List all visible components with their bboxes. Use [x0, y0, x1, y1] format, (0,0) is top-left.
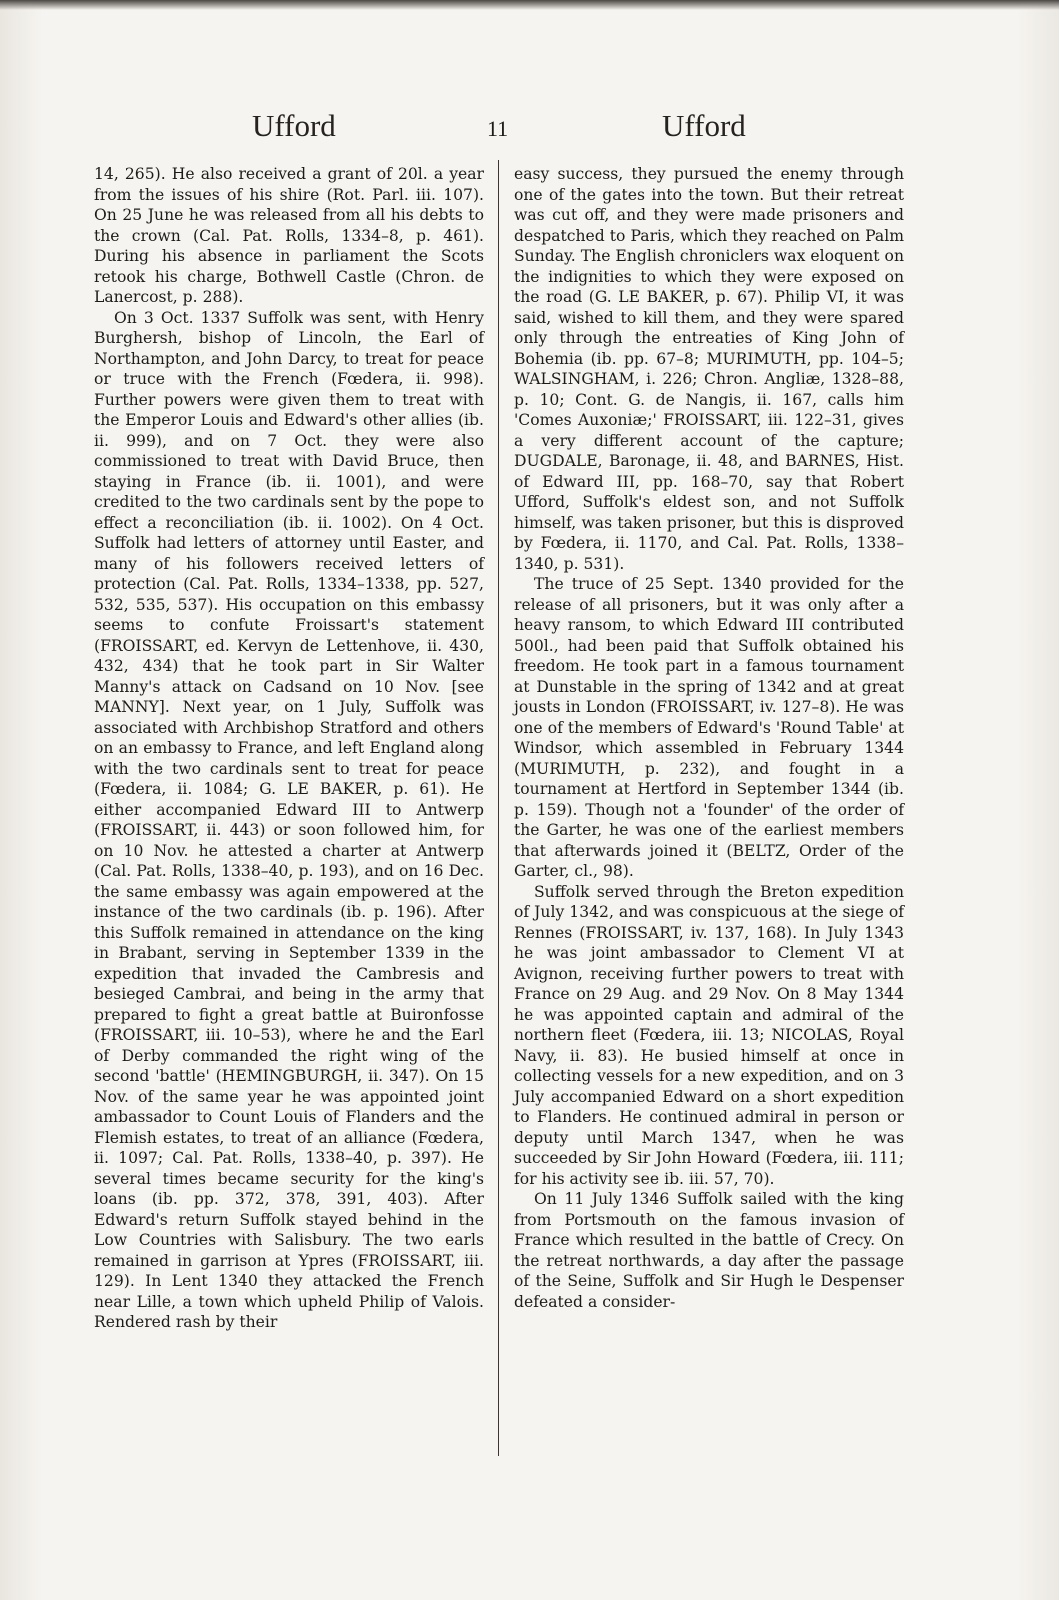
right-paragraph-4: On 11 July 1346 Suffolk sailed with the king from Portsmouth on the famous invasion of France which resulted in the battle of Crecy. On the retreat northwards, a day after the passage of the Seine, Suffolk and Sir Hugh le Despenser defeated a consider- — [514, 1190, 904, 1311]
right-paragraph-1: easy success, they pursued the enemy through one of the gates into the town. But their retreat was cut off, and they were made prisoners and despatched to Paris, which they reached on Palm Sunday. The English chroniclers wax eloquent on the indignities to which they were exposed on the road (G. LE BAKER, p. 67). Philip VI, it was said, wished to kill them, and they were spared only through the entreaties of King John of Bohemia (ib. pp. 67–8; MURIMUTH, pp. 104–5; WALSINGHAM, i. 226; Chron. Angliæ, 1328–88, p. 10; Cont. G. de Nangis, ii. 167, calls him 'Comes Auxoniæ;' FROISSART, iii. 122–31, gives a very different account of the capture; DUGDALE, Baronage, ii. 48, and BARNES, Hist. of Edward III, pp. 168–70, say that Robert Ufford, Suffolk's eldest son, and not Suffolk himself, was taken prisoner, but this is disproved by Fœdera, ii. 1170, and Cal. Pat. Rolls, 1338–1340, p. 531). — [514, 165, 904, 573]
left-column — [94, 164, 484, 1333]
right-column — [514, 164, 904, 1312]
page-number: 11 — [487, 116, 509, 141]
right-paragraph-3: Suffolk served through the Breton expedition of July 1342, and was conspicuous at the siege of Rennes (FROISSART, iv. 137, 168). In July 1343 he was joint ambassador to Clement VI at Avignon, receiving further powers to treat with France on 29 Aug. and 29 Nov. On 8 May 1344 he was appointed captain and admiral of the northern fleet (Fœdera, iii. 13; NICOLAS, Royal Navy, ii. 83). He busied himself at once in collecting vessels for a new expedition, and on 3 July accompanied Edward on a short expedition to Flanders. He continued admiral in person or deputy until March 1347, when he was succeeded by Sir John Howard (Fœdera, iii. 111; for his activity see ib. iii. 57, 70). — [514, 882, 904, 1188]
right-paragraph-2: The truce of 25 Sept. 1340 provided for the release of all prisoners, but it was only after a heavy ransom, to which Edward III contributed 500l., had been paid that Suffolk obtained his freedom. He took part in a famous tournament at Dunstable in the spring of 1342 and at great jousts in London (FROISSART, iv. 127–8). He was one of the members of Edward's 'Round Table' at Windsor, which assembled in February 1344 (MURIMUTH, p. 232), and fought in a tournament at Hertford in September 1344 (ib. p. 159). Though not a 'founder' of the order of the Garter, he was one of the earliest members that afterwards joined it (BELTZ, Order of the Garter, cl., 98). — [514, 575, 904, 880]
left-paragraph-2: On 3 Oct. 1337 Suffolk was sent, with Henry Burghersh, bishop of Lincoln, the Earl of Northampton, and John Darcy, to treat for peace or truce with the French (Fœdera, ii. 998). Further powers were given them to treat with the Emperor Louis and Edward's other allies (ib. ii. 999), and on 7 Oct. they were also commissioned to treat with David Bruce, then staying in France (ib. ii. 1001), and were credited to the two cardinals sent by the pope to effect a reconciliation (ib. ii. 1002). On 4 Oct. Suffolk had letters of attorney until Easter, and many of his followers received letters of protection (Cal. Pat. Rolls, 1334–1338, pp. 527, 532, 535, 537). His occupation on this embassy seems to confute Froissart's statement (FROISSART, ed. Kervyn de Lettenhove, ii. 430, 432, 434) that he took part in Sir Walter Manny's attack on Cadsand on 10 Nov. [see MANNY]. Next year, on 1 July, Suffolk was associated with Archbishop Stratford and others on an embassy to France, and left England along with the two cardinals sent to treat for peace (Fœdera, ii. 1084; G. LE BAKER, p. 61). He either accompanied Edward III to Antwerp (FROISSART, ii. 443) or soon followed him, for on 10 Nov. he attested a charter at Antwerp (Cal. Pat. Rolls, 1338–40, p. 193), and on 16 Dec. the same embassy was again empowered at the instance of the two cardinals (ib. p. 196). After this Suffolk remained in attendance on the king in Brabant, serving in September 1339 in the expedition that invaded the Cambresis and besieged Cambrai, and being in the army that prepared to fight a great battle at Buironfosse (FROISSART, iii. 10–53), where he and the Earl of Derby commanded the right wing of the second 'battle' (HEMINGBURGH, ii. 347). On 15 Nov. of the same year he was appointed joint ambassador to Count Louis of Flanders and the Flemish estates, to treat of an alliance (Fœdera, ii. 1097; Cal. Pat. Rolls, 1338–40, p. 397). He several times became security for the king's loans (ib. pp. 372, 378, 391, 403). After Edward's return Suffolk stayed behind in the Low Countries with Salisbury. The two earls remained in garrison at Ypres (FROISSART, iii. 129). In Lent 1340 they attacked the French near Lille, a town which upheld Philip of Valois. Rendered rash by their — [94, 308, 484, 1331]
header-title-left: Ufford — [252, 108, 336, 143]
column-divider — [498, 160, 499, 1456]
running-header — [0, 108, 1059, 158]
page-top-edge — [0, 0, 1059, 10]
header-title-right: Ufford — [662, 108, 746, 143]
left-paragraph-1: 14, 265). He also received a grant of 20l. a year from the issues of his shire (Rot. Parl. iii. 107). On 25 June he was released from all his debts to the crown (Cal. Pat. Rolls, 1334–8, p. 461). During his absence in parliament the Scots retook his charge, Bothwell Castle (Chron. de Lanercost, p. 288). — [94, 165, 484, 306]
